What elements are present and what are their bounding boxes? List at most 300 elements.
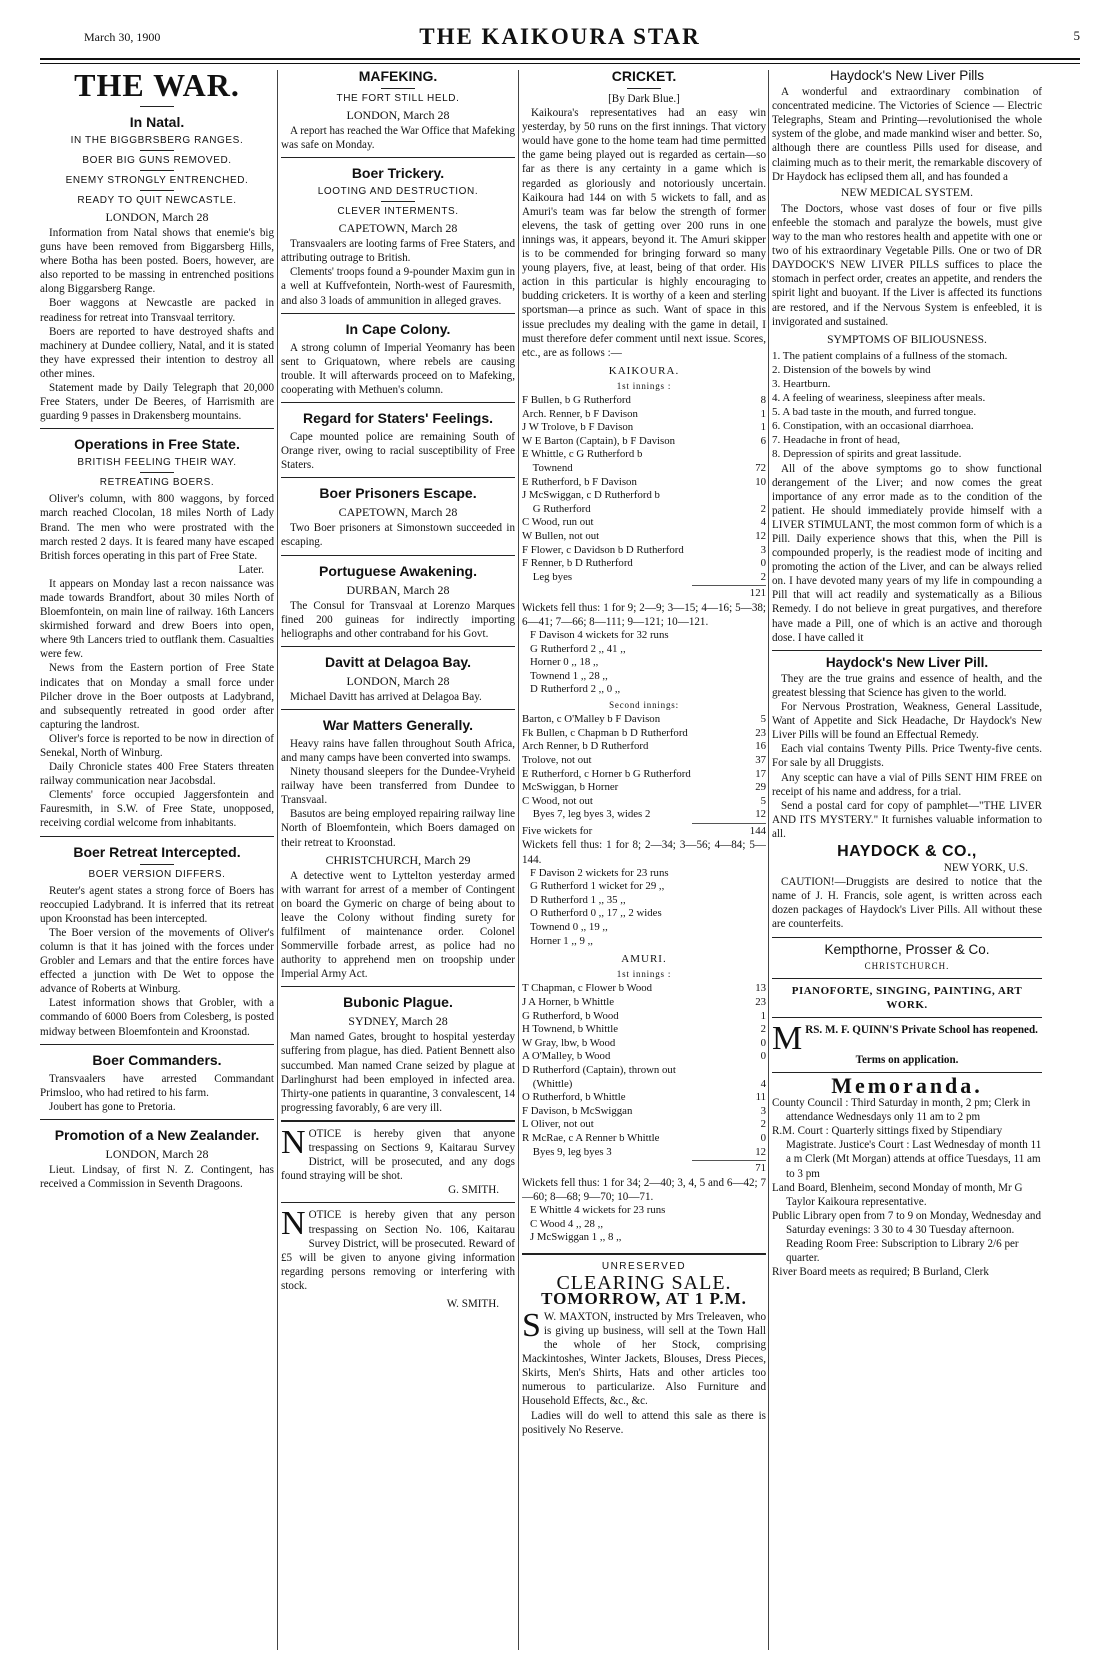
article-paragraph: Heavy rains have fallen throughout South Africa, and many camps have been converted into swamps. bbox=[281, 737, 515, 764]
batting-row bbox=[522, 435, 766, 449]
divider bbox=[281, 477, 515, 478]
article-paragraph: A detective went to Lyttelton yesterday armed with warrant for arrest of a member of Contingent on board the Gymeric on charge of being about to leave the Colony without finding surety for fulfilment of maintenance order. Colonel Sommerville forbade arrest, as police had no authority to apprehend men on troopship under Imperial Army Act. bbox=[281, 869, 515, 981]
batting-row bbox=[522, 476, 766, 490]
cricket-heading: CRICKET. bbox=[611, 68, 677, 84]
symptom-item: 4. A feeling of weariness, sleepiness after meals. bbox=[772, 392, 986, 405]
batting-row bbox=[522, 408, 766, 422]
batsman-entry: F Bullen, b G Rutherford bbox=[522, 393, 631, 406]
company-city: NEW YORK, U.S. bbox=[943, 862, 1028, 875]
article-paragraph: The Boer version of the movements of Oliver's column is that it has joined with the forces under Grobler and Lemars and that the entire forces have effected a junction with De Wet to oppose the advance of Roberts at Winburg. bbox=[40, 926, 274, 996]
batsman-entry: F Flower, c Davidson b D Rutherford bbox=[522, 543, 684, 556]
article-paragraph: Clements' force occupied Jaggersfontein and Fauresmith, in S.W. of Free State, unopposed, receiving cordial welcome from inhabitants. bbox=[40, 789, 274, 830]
kempthorne-city: CHRISTCHURCH. bbox=[864, 960, 950, 971]
article-paragraph: Statement made by Daily Telegraph that 20,000 Free Staters, under De Beeres, of Harrismith are guarding 9 passes in Drakensberg mountains. bbox=[40, 382, 274, 423]
article-paragraph: Latest information shows that Grobler, with a commando of 6000 Boers from Colesberg, is posted midway between Bloemfontein and Kroonstad. bbox=[40, 997, 274, 1038]
batting-row bbox=[522, 1105, 766, 1119]
total-label: Five wickets for bbox=[522, 824, 593, 837]
symptom-item: 3. Heartburn. bbox=[772, 377, 831, 390]
notice-text: OTICE is hereby given that any person trespassing on Section No. 106, Kaitarau Survey District, will be prosecuted. Reward of £5 will be given to anyone giving information regarding persons removing or interfering with stock. bbox=[281, 1209, 515, 1292]
article-paragraph: It appears on Monday last a recon naissance was made towards Brandfort, about 30 miles North of Bloemfontein, on main line of railway. 16th Lancers skirmished forward and drew Boers into open, where 9th Lancers tried to outflank them. Casualties were few. bbox=[40, 577, 274, 661]
batsman-entry: A O'Malley, b Wood bbox=[522, 1050, 611, 1063]
runs: 1 bbox=[760, 407, 766, 420]
divider bbox=[281, 402, 515, 403]
runs: 1 bbox=[760, 1009, 766, 1022]
runs: 12 bbox=[755, 1145, 766, 1158]
ad-subheading: NEW MEDICAL SYSTEM. bbox=[841, 186, 973, 199]
batsman-entry: Byes 7, leg byes 3, wides 2 bbox=[522, 808, 651, 821]
batting-row bbox=[522, 713, 766, 727]
portuguese-heading: Portuguese Awakening. bbox=[319, 562, 477, 579]
bowling-figures bbox=[522, 1218, 766, 1245]
memoranda-item: River Board meets as required; B Burland, Clerk bbox=[772, 1266, 989, 1279]
subheading: BRITISH FEELING THEIR WAY. bbox=[77, 457, 237, 469]
batting-row bbox=[522, 544, 766, 558]
batting-row bbox=[522, 1118, 766, 1132]
memoranda-item: Land Board, Blenheim, second Monday of month, Mr G Taylor Kaikoura representative. bbox=[772, 1181, 1023, 1208]
masthead bbox=[40, 14, 1080, 54]
runs: 10 bbox=[755, 475, 766, 488]
article-paragraph: Clements' troops found a 9-pounder Maxim gun in a well at Kuffvefontein, North-west of Fauresmith, and also 3 loads of ammunition in alleged graves. bbox=[281, 266, 515, 307]
bowling-figure: G Rutherford 1 wicket for 29 ,, bbox=[530, 880, 665, 893]
subheading: ENEMY STRONGLY ENTRENCHED. bbox=[65, 175, 249, 186]
free-state-heading: Operations in Free State. bbox=[74, 436, 240, 453]
article-paragraph: Transvaalers are looting farms of Free Staters, and attributing outrage to British. bbox=[281, 238, 515, 265]
kaikoura-first-innings bbox=[522, 394, 766, 584]
batting-row bbox=[522, 982, 766, 996]
masthead-rule-thin bbox=[40, 63, 1080, 64]
article-paragraph: Cape mounted police are remaining South of Orange river, owing to racial susceptibility of Free Staters. bbox=[281, 431, 515, 472]
bowling-figure: F Davison 2 wickets for 23 runs bbox=[530, 866, 669, 879]
symptom-item: 7. Headache in front of head, bbox=[772, 434, 900, 447]
masthead-rule bbox=[40, 58, 1080, 60]
symptom-item: 5. A bad taste in the mouth, and furred tongue. bbox=[772, 406, 977, 419]
batsman-entry: C Wood, run out bbox=[522, 516, 594, 529]
bowling-figure: F Davison 4 wickets for 32 runs bbox=[530, 629, 669, 642]
divider bbox=[140, 170, 174, 171]
runs: 2 bbox=[760, 1023, 766, 1036]
batsman-entry: W E Barton (Captain), b F Davison bbox=[522, 434, 676, 447]
batsman-entry: Trolove, not out bbox=[522, 753, 592, 766]
column-divider bbox=[277, 70, 278, 1650]
article-paragraph: Boers are reported to have destroyed shafts and machinery at Dundee colliery, Natal, and it is stated they have expressed their intention to destroy all other mines. bbox=[40, 325, 274, 380]
sale-unreserved: UNRESERVED bbox=[601, 1260, 687, 1272]
batsman-entry: Townend bbox=[522, 461, 573, 474]
notice-signature: G. SMITH. bbox=[448, 1184, 499, 1197]
notice-signature: W. SMITH. bbox=[446, 1297, 499, 1310]
bowling-figure: C Wood 4 ,, 28 ,, bbox=[530, 1217, 604, 1230]
divider bbox=[281, 1202, 515, 1203]
total-rule bbox=[692, 585, 766, 586]
article-paragraph: A report has reached the War Office that Mafeking was safe on Monday. bbox=[281, 125, 515, 152]
bowling-figure: D Rutherford 2 ,, 0 ,, bbox=[530, 683, 621, 696]
commanders-heading: Boer Commanders. bbox=[92, 1051, 222, 1068]
total-rule bbox=[692, 1160, 766, 1161]
runs: 5 bbox=[760, 713, 766, 726]
batsman-entry: L Oliver, not out bbox=[522, 1118, 594, 1131]
batsman-entry: Barton, c O'Malley b F Davison bbox=[522, 713, 661, 726]
runs: 12 bbox=[755, 808, 766, 821]
batting-row bbox=[522, 754, 766, 768]
runs: 4 bbox=[760, 516, 766, 529]
runs: 16 bbox=[755, 740, 766, 753]
batsman-entry: W Bullen, not out bbox=[522, 529, 600, 542]
divider bbox=[40, 428, 274, 429]
runs: 2 bbox=[760, 1118, 766, 1131]
drop-cap: M bbox=[772, 1019, 803, 1057]
fall-of-wickets: Wickets fell thus: 1 for 8; 2—34; 3—56; 4—84; 5—144. bbox=[522, 839, 766, 866]
symptom-item: 2. Distension of the bowels by wind bbox=[772, 363, 931, 376]
divider bbox=[140, 150, 174, 151]
column-4 bbox=[772, 66, 1042, 1656]
batting-row bbox=[522, 557, 766, 571]
batsman-entry: C Wood, not out bbox=[522, 794, 593, 807]
divider bbox=[772, 650, 1042, 651]
subheading: CLEVER INTERMENTS. bbox=[337, 206, 459, 218]
dateline: CAPETOWN, March 28 bbox=[338, 221, 458, 236]
batting-row bbox=[522, 421, 766, 435]
runs: 1 bbox=[760, 421, 766, 434]
batsman-entry: J McSwiggan, c D Rutherford b bbox=[522, 489, 660, 502]
subheading: BOER BIG GUNS REMOVED. bbox=[82, 155, 232, 166]
innings-label: 1st innings : bbox=[616, 380, 672, 391]
fall-of-wickets: Wickets fell thus: 1 for 9; 2—9; 3—15; 4—16; 5—38; 6—41; 7—66; 8—111; 9—121; 10—121. bbox=[522, 601, 766, 628]
ad-paragraph: A wonderful and extraordinary combination of concentrated medicine. The Victories of Science — Electric Telegraphs, Steam and Printing—revolutionised the whole system of the globe, and made mankind wiser and better. So, although there are countless Pills used for disease, and claiming much as to their merit, the remarkable discovery of Dr Haydock has eclipsed them all, and has founded a bbox=[772, 86, 1042, 183]
runs: 0 bbox=[760, 557, 766, 570]
cricket-byline: [By Dark Blue.] bbox=[608, 93, 680, 105]
batsman-entry: E Whittle, c G Rutherford b bbox=[522, 448, 643, 461]
dateline: SYDNEY, March 28 bbox=[348, 1014, 448, 1029]
batsman-entry: O Rutherford, b Whittle bbox=[522, 1091, 626, 1104]
batsman-entry: H Townend, b Whittle bbox=[522, 1023, 619, 1036]
runs: 0 bbox=[760, 1036, 766, 1049]
article-paragraph: Two Boer prisoners at Simonstown succeeded in escaping. bbox=[281, 522, 515, 549]
article-paragraph: Transvaalers have arrested Commandant Primsloo, who had retired to his farm. bbox=[40, 1072, 274, 1099]
drop-cap: N bbox=[281, 1123, 306, 1161]
runs: 3 bbox=[760, 1104, 766, 1117]
batting-row bbox=[522, 768, 766, 782]
runs: 5 bbox=[760, 794, 766, 807]
cape-heading: In Cape Colony. bbox=[345, 320, 451, 337]
symptom-item: 8. Depression of spirits and great lassitude. bbox=[772, 448, 962, 461]
runs: 17 bbox=[755, 767, 766, 780]
symptom-item: 1. The patient complains of a fullness of the stomach. bbox=[772, 349, 1008, 362]
kempthorne-name: Kempthorne, Prosser & Co. bbox=[824, 941, 990, 957]
subheading: RETREATING BOERS. bbox=[99, 477, 215, 489]
batting-row bbox=[522, 462, 766, 476]
runs: 0 bbox=[760, 1050, 766, 1063]
plague-heading: Bubonic Plague. bbox=[343, 994, 453, 1011]
batting-row bbox=[522, 795, 766, 809]
batsman-entry: Leg byes bbox=[522, 570, 573, 583]
bowling-figures bbox=[522, 880, 766, 948]
dateline: CAPETOWN, March 28 bbox=[338, 505, 458, 520]
memoranda-item: R.M. Court : Quarterly sittings fixed by Stipendiary Magistrate. Justice's Court : Last Wednesday of month 11 a m Clerk (Mt Morgan) attends at office Tuesdays, 11 am to 3 pm bbox=[772, 1125, 1042, 1180]
column-2 bbox=[281, 66, 515, 1656]
sale-text: W. MAXTON, instructed by Mrs Treleaven, who is giving up business, will sell at the Town Hall the whole of her Stock, comprising Mackintoshes, Winter Jackets, Blouses, Dress Pieces, Skirts, Men's Shirts, Hats and other articles too numerous to particularize. Also Furniture and Household Effects, &c., &c. bbox=[522, 1310, 766, 1408]
drop-cap: S bbox=[522, 1306, 541, 1344]
innings-total-row bbox=[522, 825, 766, 839]
divider bbox=[772, 978, 1042, 979]
memoranda-list bbox=[772, 1096, 1042, 1279]
batting-row bbox=[522, 448, 766, 462]
divider bbox=[40, 836, 274, 837]
sale-note: Ladies will do well to attend this sale as there is positively No Reserve. bbox=[522, 1409, 766, 1436]
divider bbox=[381, 88, 415, 89]
davitt-heading: Davitt at Delagoa Bay. bbox=[324, 653, 471, 670]
article-paragraph: Michael Davitt has arrived at Delagoa Bay. bbox=[290, 690, 482, 703]
bowling-figures bbox=[522, 643, 766, 697]
divider bbox=[772, 1017, 1042, 1018]
divider bbox=[281, 986, 515, 987]
batting-row bbox=[522, 516, 766, 530]
divider bbox=[627, 88, 661, 89]
subheading: THE FORT STILL HELD. bbox=[336, 93, 460, 104]
batting-row bbox=[522, 530, 766, 544]
dateline: LONDON, March 28 bbox=[105, 1146, 209, 1161]
column-divider bbox=[768, 70, 769, 1650]
batsman-entry: Arch. Renner, b F Davison bbox=[522, 407, 638, 420]
divider bbox=[522, 1253, 766, 1255]
dateline: LONDON, March 28 bbox=[346, 108, 450, 122]
batting-row bbox=[522, 1064, 766, 1078]
divider bbox=[40, 1119, 274, 1120]
pianoforte-ad: PIANOFORTE, SINGING, PAINTING, ART WORK. bbox=[791, 984, 1023, 1011]
article-paragraph: Information from Natal shows that enemie's big guns have been removed from Biggarsberg Hills, where Botha has been posted. Boers, however, are also reported to be massing in entrenched positions along Biggarsberg Range. bbox=[40, 227, 274, 296]
article-paragraph: Daily Chronicle states 400 Free Staters threaten railway communication near Jacobsdal. bbox=[40, 761, 274, 788]
dateline: DURBAN, March 28 bbox=[346, 582, 450, 597]
article-paragraph: Ninety thousand sleepers for the Dundee-Vryheid railway have been transferred from Dundee to Transvaal. bbox=[281, 766, 515, 807]
ad-paragraph: Any sceptic can have a vial of Pills SENT HIM FREE on receipt of his name and address, for a trial. bbox=[772, 771, 1042, 798]
bowling-figure: G Rutherford 2 ,, 41 ,, bbox=[530, 642, 626, 655]
regard-heading: Regard for Staters' Feelings. bbox=[302, 410, 494, 427]
team-name: AMURI. bbox=[621, 953, 667, 966]
runs: 12 bbox=[755, 529, 766, 542]
ad-paragraph: Send a postal card for copy of pamphlet—"THE LIVER AND ITS MYSTERY." It furnishes valuable information to all. bbox=[772, 799, 1042, 840]
runs bbox=[748, 1064, 766, 1078]
subheading: READY TO QUIT NEWCASTLE. bbox=[77, 195, 237, 206]
memoranda-item: Public Library open from 7 to 9 on Monday, Wednesday and Saturday evenings: 3 30 to 4 30 Tuesday afternoon. Reading Room Free: Subscription to Library 2/6 per quarter. bbox=[772, 1209, 1042, 1265]
batting-row bbox=[522, 808, 766, 822]
runs: 11 bbox=[755, 1091, 766, 1104]
batsman-entry: Arch Renner, b D Rutherford bbox=[522, 740, 649, 753]
divider bbox=[772, 937, 1042, 938]
batsman-entry: F Davison, b McSwiggan bbox=[522, 1104, 633, 1117]
article-paragraph: Lieut. Lindsay, of first N. Z. Contingent, has received a Commission in Seventh Dragoons. bbox=[40, 1163, 274, 1190]
article-paragraph: Oliver's column, with 800 waggons, by forced march reached Clocolan, 18 miles North of Lady Brand. The men who were prostrated with the march rested 2 days. It is feared many have escaped British forces operating in this part of Free State. bbox=[40, 493, 274, 562]
batting-row bbox=[522, 1078, 766, 1092]
dateline: LONDON, March 28 bbox=[105, 210, 209, 224]
column-divider bbox=[518, 70, 519, 1650]
ad-paragraph: They are the true grains and essence of health, and the greatest blessing that Science has given to the world. bbox=[772, 672, 1042, 699]
batsman-entry: McSwiggan, b Horner bbox=[522, 781, 619, 794]
paper-title: THE KAIKOURA STAR bbox=[419, 24, 701, 49]
memoranda-title: Memoranda. bbox=[831, 1073, 983, 1098]
drop-cap: N bbox=[281, 1205, 306, 1243]
sale-notice bbox=[522, 1306, 766, 1437]
matters-heading: War Matters Generally. bbox=[322, 716, 474, 733]
runs: 23 bbox=[755, 996, 766, 1008]
batting-row bbox=[522, 489, 766, 503]
symptoms-list bbox=[772, 349, 1042, 462]
divider bbox=[281, 1120, 515, 1122]
batting-row bbox=[522, 1091, 766, 1105]
batsman-entry: Byes 9, leg byes 3 bbox=[522, 1145, 612, 1158]
divider bbox=[281, 555, 515, 556]
batsman-entry: E Rutherford, b F Davison bbox=[522, 475, 637, 488]
batsman-entry: (Whittle) bbox=[522, 1077, 573, 1090]
ad-subheading: SYMPTOMS OF BILIOUSNESS. bbox=[827, 333, 987, 346]
batting-row bbox=[522, 727, 766, 741]
batting-row bbox=[522, 394, 766, 408]
ad-heading: Haydock's New Liver Pill. bbox=[825, 654, 989, 670]
batting-row bbox=[522, 1146, 766, 1160]
batsman-entry: J W Trolove, b F Davison bbox=[522, 421, 634, 434]
bowling-figure: E Whittle 4 wickets for 23 runs bbox=[530, 1203, 666, 1216]
quinn-school-ad bbox=[772, 1019, 1042, 1067]
quinn-terms: Terms on application. bbox=[855, 1053, 959, 1066]
symptom-item: 6. Constipation, with an occasional diarrhoea. bbox=[772, 420, 974, 433]
quinn-text: RS. M. F. QUINN'S Private School has reopened. bbox=[805, 1023, 1038, 1036]
ad-paragraph: CAUTION!—Druggists are desired to notice that the name of J. H. Francis, sole agent, is written across each dozen packages of Haydock's Liver Pills. All without these are counterfeits. bbox=[772, 876, 1042, 931]
column-1 bbox=[40, 66, 274, 1656]
batting-row bbox=[522, 571, 766, 585]
batting-row bbox=[522, 1023, 766, 1037]
batting-row bbox=[522, 1132, 766, 1146]
ad-heading: Haydock's New Liver Pills bbox=[829, 68, 985, 83]
runs: 29 bbox=[755, 781, 766, 794]
article-paragraph: A strong column of Imperial Yeomanry has been sent to Griquatown, where rebels are causing trouble. It will afterwards proceed on to Mafeking, cooperating with Methuen's column. bbox=[281, 341, 515, 396]
column-3 bbox=[522, 66, 766, 1656]
article-paragraph: News from the Eastern portion of Free State indicates that on Monday a small force under Pilcher drove in the Boer outposts at Ladybrand, and subsequently retreated in good order after capturing the landrost. bbox=[40, 662, 274, 731]
article-paragraph: Boer waggons at Newcastle are packed in readiness for retreat into Transvaal territory. bbox=[40, 297, 274, 324]
article-paragraph: Basutos are being employed repairing railway line North of Bloemfontein, which Boers damaged on their retreat to Kroonstad. bbox=[281, 808, 515, 849]
mafeking-heading: MAFEKING. bbox=[358, 68, 438, 84]
runs: 23 bbox=[755, 726, 766, 739]
bowling-figure: Horner 0 ,, 18 ,, bbox=[530, 656, 599, 669]
batsman-entry: G Rutherford bbox=[522, 502, 591, 515]
page-number: 5 bbox=[1073, 28, 1080, 43]
innings-total: 71 bbox=[755, 1162, 766, 1175]
divider bbox=[381, 201, 415, 202]
runs: 2 bbox=[760, 502, 766, 515]
trespass-notice-2 bbox=[281, 1205, 515, 1311]
ad-paragraph: For Nervous Prostration, Weakness, General Lassitude, Want of Appetite and Sick Headache, Dr Haydock's New Liver Pills will be found an Effectual Remedy. bbox=[772, 701, 1042, 742]
divider bbox=[140, 106, 174, 107]
memoranda-item: County Council : Third Saturday in month, 2 pm; Clerk in attendance Wednesdays only 11 am to 2 pm bbox=[772, 1097, 1031, 1124]
company-name: HAYDOCK & CO., bbox=[837, 842, 977, 860]
runs: 4 bbox=[760, 1077, 766, 1090]
bowling-figure: O Rutherford 0 ,, 17 ,, 2 wides bbox=[530, 907, 662, 920]
batsman-entry: G Rutherford, b Wood bbox=[522, 1009, 619, 1022]
retreat-heading: Boer Retreat Intercepted. bbox=[73, 843, 241, 860]
innings-total: 121 bbox=[749, 587, 766, 600]
divider bbox=[140, 472, 174, 473]
batting-row bbox=[522, 1037, 766, 1051]
article-paragraph: Joubert has gone to Pretoria. bbox=[49, 1100, 176, 1113]
divider bbox=[281, 709, 515, 710]
total-rule bbox=[692, 823, 766, 824]
batting-row bbox=[522, 740, 766, 754]
notice-text: OTICE is hereby given that anyone trespassing on Sections 9, Kaitarau Survey District, will be prosecuted, and any dogs found straying will be shot. bbox=[281, 1127, 515, 1183]
subheading: LOOTING AND DESTRUCTION. bbox=[317, 186, 479, 198]
batsman-entry: E Rutherford, c Horner b G Rutherford bbox=[522, 767, 691, 780]
promotion-heading: Promotion of a New Zealander. bbox=[54, 1126, 260, 1143]
escape-heading: Boer Prisoners Escape. bbox=[319, 485, 477, 502]
dateline: CHRISTCHURCH, March 29 bbox=[325, 852, 471, 867]
divider bbox=[281, 646, 515, 647]
ad-paragraph: The Doctors, whose vast doses of four or five pills enfeeble the stomach and paralyze the bowels, must give way to the man who restores health and appetite with one or two of his extraordinary Vegetable Pills. One or two of DR DAYDOCK'S NEW LIVER PILLS suffices to place the stomach in perfect order, creates an appetite, and renders the spirit light and buoyant. If the Liver is affected its functions are restored, and if the Nervous System is enfeebled, it is invigorated and sustained. bbox=[772, 202, 1042, 328]
batting-row bbox=[522, 996, 766, 1010]
batsman-entry: Fk Bullen, c Chapman b D Rutherford bbox=[522, 726, 688, 739]
batting-row bbox=[522, 1010, 766, 1024]
runs bbox=[748, 448, 766, 462]
batting-row bbox=[522, 1050, 766, 1064]
runs: 72 bbox=[755, 461, 766, 474]
ad-paragraph: Each vial contains Twenty Pills. Price Twenty-five cents. For sale by all Druggists. bbox=[772, 743, 1042, 770]
divider bbox=[281, 157, 515, 158]
bowling-figure: Horner 1 ,, 9 ,, bbox=[530, 934, 593, 947]
war-title: THE WAR. bbox=[74, 67, 240, 103]
runs: 8 bbox=[760, 393, 766, 406]
runs: 6 bbox=[760, 434, 766, 447]
bowling-figure: Townend 1 ,, 28 ,, bbox=[530, 669, 608, 682]
runs: 37 bbox=[755, 753, 766, 766]
bowling-figure: Townend 0 ,, 19 ,, bbox=[530, 921, 608, 934]
batsman-entry: R McRae, c A Renner b Whittle bbox=[522, 1131, 660, 1144]
divider bbox=[281, 313, 515, 314]
runs: 13 bbox=[755, 982, 766, 995]
subheading: BOER VERSION DIFFERS. bbox=[88, 868, 226, 880]
runs: 2 bbox=[760, 570, 766, 583]
issue-date: March 30, 1900 bbox=[84, 30, 161, 44]
sale-time: TOMORROW, AT 1 P.M. bbox=[541, 1288, 747, 1308]
subheading: IN THE BIGGBRSBERG RANGES. bbox=[70, 135, 244, 146]
runs: 3 bbox=[760, 543, 766, 556]
runs bbox=[748, 489, 766, 503]
team-name: KAIKOURA. bbox=[608, 364, 680, 377]
kaikoura-second-innings bbox=[522, 713, 766, 822]
amuri-first-innings bbox=[522, 982, 766, 1159]
article-paragraph: Man named Gates, brought to hospital yesterday suffering from plague, has died. Patient Bennett also succumbed. Man named Crane seized by plague at Darlinghurst had been employed in infected area. Thirty-one patients in quarantine, 3 convalescent, 14 progressing favorably, 6 are very ill. bbox=[281, 1031, 515, 1114]
ad-paragraph: All of the above symptoms go to show functional derangement of the Liver; and now comes the great importance of any error made as to the condition of the patient. He should immediately provide himself with a LIVER STIMULANT, the most common form of which is a Pill. Daily experience shows that this, when the Pill is compounded properly, is the readiest mode of inciting and promoting the action of the Liver, and can be always relied on. I have devoted many years of my life in compounding a Pill that will act readily and systematically as a Bilious Remedy. I do not believe in great purgatives, and therefore have made a Pill, one of which is an active and thorough dose. I have called it bbox=[772, 462, 1042, 644]
bowling-figure: J McSwiggan 1 ,, 8 ,, bbox=[530, 1231, 622, 1244]
batting-row bbox=[522, 781, 766, 795]
divider bbox=[140, 864, 174, 865]
sale-title: CLEARING SALE. bbox=[556, 1271, 732, 1294]
trespass-notice-1 bbox=[281, 1123, 515, 1197]
batsman-entry: T Chapman, c Flower b Wood bbox=[522, 982, 653, 995]
dateline: LONDON, March 28 bbox=[346, 673, 450, 688]
batsman-entry: D Rutherford (Captain), thrown out bbox=[522, 1063, 676, 1076]
innings-label: Second innings: bbox=[609, 700, 679, 711]
runs: 0 bbox=[760, 1131, 766, 1144]
later-label: Later. bbox=[238, 563, 264, 576]
innings-total: 144 bbox=[749, 824, 766, 837]
divider bbox=[40, 1044, 274, 1045]
bowling-figure: D Rutherford 1 ,, 35 ,, bbox=[530, 893, 626, 906]
trickery-heading: Boer Trickery. bbox=[351, 165, 445, 182]
batsman-entry: F Renner, b D Rutherford bbox=[522, 557, 633, 570]
innings-label: 1st innings : bbox=[616, 969, 672, 980]
batting-row bbox=[522, 503, 766, 517]
article-paragraph: The Consul for Transvaal at Lorenzo Marques fined 200 guineas for indirectly importing heliographs and other contraband for his Govt. bbox=[281, 599, 515, 640]
batsman-entry: J A Horner, b Whittle bbox=[522, 996, 615, 1008]
natal-heading: In Natal. bbox=[129, 114, 185, 130]
article-paragraph: Oliver's force is reported to be now in direction of Senekal, North of Winburg. bbox=[40, 732, 274, 759]
divider bbox=[140, 190, 174, 191]
fall-of-wickets: Wickets fell thus: 1 for 34; 2—40; 3, 4, 5 and 6—42; 7—60; 8—68; 9—70; 10—71. bbox=[522, 1176, 766, 1203]
article-paragraph: Kaikoura's representatives had an easy win yesterday, by 50 runs on the first innings. That victory would have gone to the home team had time permitted the game being played out is regarded as certain—so far as there is any certainty in a game which is regarded as gloriously and notoriously uncertain. Kaikoura had 144 on with 5 wickets to fall, and as Amuri's team was far below the strength of former elevens, the task of getting over 200 runs in one innings was, it appears, beyond it. The Amuri skipper is to be commended for bringing forward so many young players, five, at least, being of that order. His action in this particular is highly encouraging to budding cricketers. It is worthy of a keen and sterling sportsman—a prince as such. Want of space in this issue precludes my dealing with the game in detail, I must therefore defer comment until next issue. Scores, etc., are as follows :— bbox=[522, 107, 766, 359]
